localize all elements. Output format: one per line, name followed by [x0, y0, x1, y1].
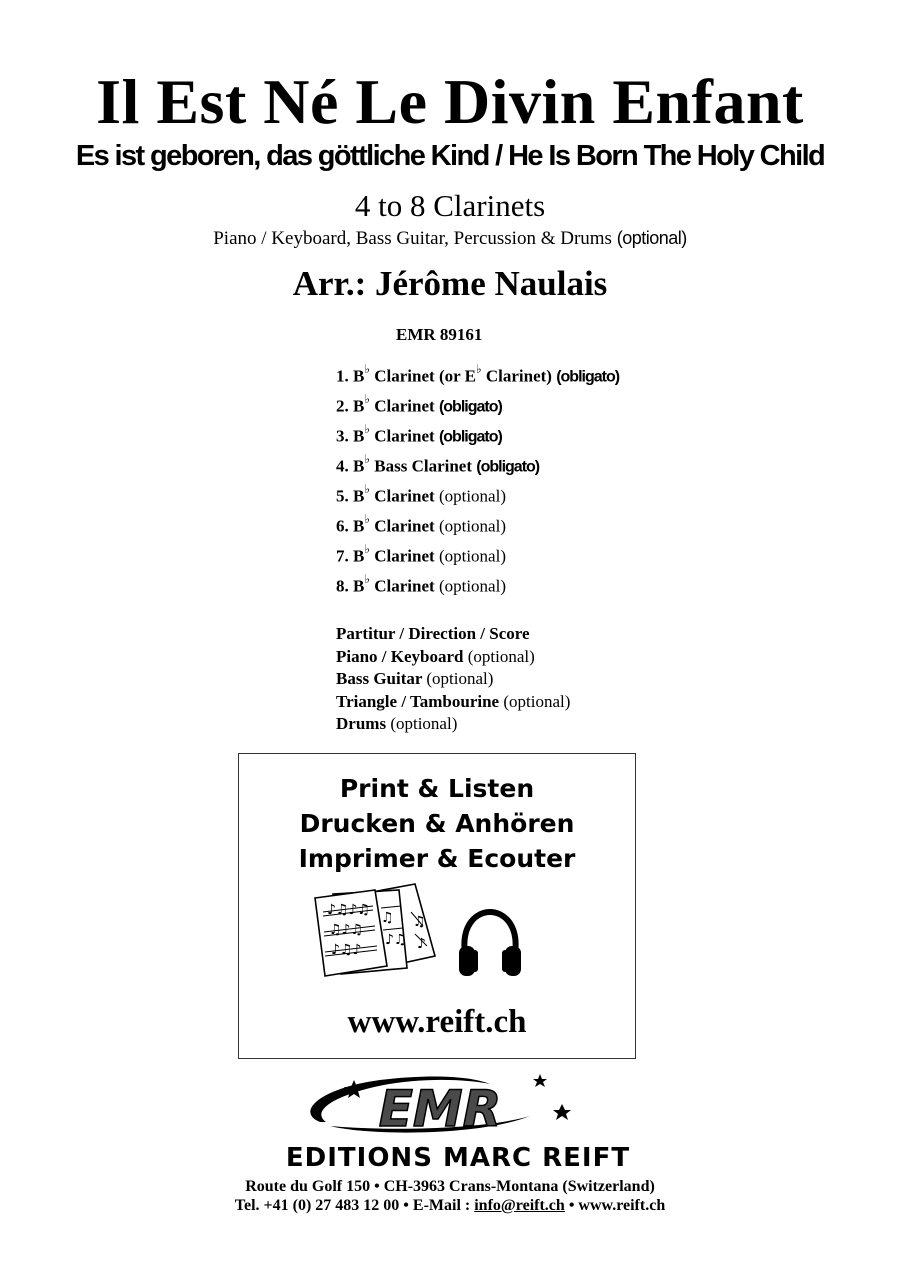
publisher-phone: Tel. +41 (0) 27 483 12 00 • E-Mail :	[234, 1197, 475, 1214]
email-link[interactable]: info@reift.ch	[474, 1197, 565, 1214]
extra-item: Bass Guitar (optional)	[336, 669, 494, 688]
svg-text:♫♪♫: ♫♪♫	[329, 922, 364, 938]
optional-instruments	[0, 226, 900, 251]
print-listen-line-fr: Imprimer & Ecouter	[298, 844, 576, 873]
print-listen-box	[238, 753, 636, 1059]
svg-text:♪♫♪♫: ♪♫♪♫	[327, 902, 370, 918]
svg-text:♫: ♫	[381, 910, 394, 926]
extra-item: Triangle / Tambourine (optional)	[336, 691, 571, 711]
publisher-website[interactable]: • www.reift.ch	[564, 1197, 666, 1214]
subtitle: Es ist geboren, das göttliche Kind / He Is Born The Holy Child	[75, 140, 825, 172]
part-item: 3. B♭ Clarinet (obligato)	[336, 422, 502, 446]
part-item: 7. B♭ Clarinet (optional)	[336, 542, 506, 566]
optional-instruments-list: Piano / Keyboard, Bass Guitar, Percussion & Drums	[213, 228, 612, 249]
print-listen-line-en: Print & Listen	[339, 774, 535, 803]
svg-text:♪♫: ♪♫	[385, 932, 407, 948]
headphones-icon	[455, 906, 525, 984]
part-item: 6. B♭ Clarinet (optional)	[336, 512, 506, 536]
emr-logo	[290, 1070, 590, 1140]
edition-number: EMR 89161	[396, 325, 483, 344]
part-item: 4. B♭ Bass Clarinet (obligato)	[336, 452, 540, 476]
website-link[interactable]: www.reift.ch	[347, 1004, 527, 1040]
page-title: Il Est Né Le Divin Enfant	[96, 66, 804, 137]
svg-text:♪♫♪: ♪♫♪	[331, 942, 362, 958]
arranger: Arr.: Jérôme Naulais	[292, 264, 608, 303]
publisher-name: EDITIONS MARC REIFT	[285, 1143, 631, 1173]
instrumentation: 4 to 8 Clarinets	[354, 188, 546, 223]
part-item: 2. B♭ Clarinet (obligato)	[336, 392, 502, 416]
sheet-music-icon	[311, 882, 441, 982]
extras-list	[336, 624, 570, 737]
part-item: 8. B♭ Clarinet (optional)	[336, 572, 506, 596]
emr-logo-text: EMR	[378, 1080, 502, 1138]
print-listen-line-de: Drucken & Anhören	[299, 809, 575, 838]
part-item: 1. B♭ Clarinet (or E♭ Clarinet) (obligato)	[336, 362, 620, 386]
extra-item: Drums (optional)	[336, 714, 458, 733]
svg-text:♫: ♫	[413, 914, 426, 930]
svg-text:♪: ♪	[417, 936, 426, 952]
parts-list	[336, 364, 619, 604]
publisher-address: Route du Golf 150 • CH-3963 Crans-Montana (Switzerland)	[245, 1178, 655, 1195]
publisher-contact	[0, 1197, 900, 1215]
part-item: 5. B♭ Clarinet (optional)	[336, 482, 506, 506]
optional-label: (optional)	[616, 228, 687, 248]
extra-item: Partitur / Direction / Score	[336, 624, 530, 643]
extra-item: Piano / Keyboard (optional)	[336, 646, 535, 666]
